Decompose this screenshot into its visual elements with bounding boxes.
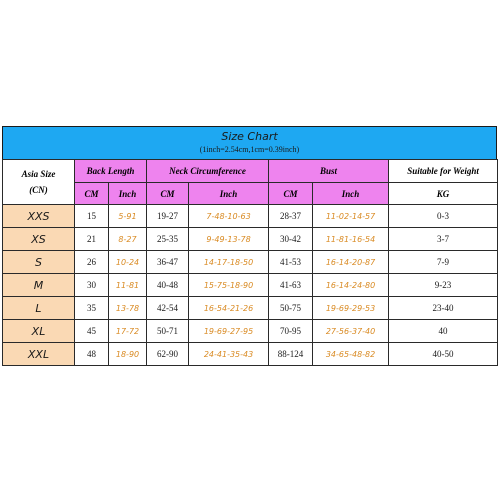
- kg-header: KG: [389, 183, 498, 205]
- bust-cm: 70-95: [269, 320, 313, 343]
- neck-cm: 62-90: [147, 343, 189, 366]
- back-length-inch: 11-81: [109, 274, 147, 297]
- table-row: [3, 297, 498, 320]
- back-length-cm: 30: [75, 274, 109, 297]
- back-length-cm: 21: [75, 228, 109, 251]
- neck-inch: 15-75-18-90: [189, 274, 269, 297]
- table-row: [3, 274, 498, 297]
- weight-header: Suitable for Weight: [389, 160, 498, 183]
- neck-cm: 40-48: [147, 274, 189, 297]
- size-label: XXL: [3, 343, 75, 366]
- neck-cm: 36-47: [147, 251, 189, 274]
- size-label: XL: [3, 320, 75, 343]
- bust-cm: 41-63: [269, 274, 313, 297]
- size-chart: [2, 126, 497, 366]
- weight-kg: 40: [389, 320, 498, 343]
- bust-inch: 11-02-14-57: [313, 205, 389, 228]
- weight-kg: 3-7: [389, 228, 498, 251]
- table-row: [3, 320, 498, 343]
- neck-cm: 50-71: [147, 320, 189, 343]
- weight-kg: 23-40: [389, 297, 498, 320]
- back-length-inch: 13-78: [109, 297, 147, 320]
- back-length-cm: 15: [75, 205, 109, 228]
- neck-inch-header: Inch: [189, 183, 269, 205]
- neck-cm: 25-35: [147, 228, 189, 251]
- back-length-inch: 10-24: [109, 251, 147, 274]
- size-table: [2, 159, 498, 366]
- neck-inch: 9-49-13-78: [189, 228, 269, 251]
- back-length-cm: 45: [75, 320, 109, 343]
- weight-kg: 7-9: [389, 251, 498, 274]
- table-row: [3, 343, 498, 366]
- bust-cm: 88-124: [269, 343, 313, 366]
- neck-inch: 7-48-10-63: [189, 205, 269, 228]
- bust-cm: 28-37: [269, 205, 313, 228]
- chart-title: Size Chart: [221, 130, 278, 143]
- back-length-cm: 35: [75, 297, 109, 320]
- table-row: [3, 228, 498, 251]
- bust-cm: 30-42: [269, 228, 313, 251]
- back-length-header: Back Length: [75, 160, 147, 183]
- back-inch-header: Inch: [109, 183, 147, 205]
- size-label: S: [3, 251, 75, 274]
- back-length-cm: 26: [75, 251, 109, 274]
- bust-inch: 16-14-20-87: [313, 251, 389, 274]
- size-label: L: [3, 297, 75, 320]
- weight-kg: 9-23: [389, 274, 498, 297]
- header-row-sub: [3, 183, 498, 205]
- neck-header: Neck Circumference: [147, 160, 269, 183]
- header-row-main: [3, 160, 498, 183]
- back-length-inch: 8-27: [109, 228, 147, 251]
- neck-inch: 16-54-21-26: [189, 297, 269, 320]
- asia-size-label: Asia Size: [21, 169, 56, 179]
- weight-kg: 40-50: [389, 343, 498, 366]
- bust-inch-header: Inch: [313, 183, 389, 205]
- size-label: XXS: [3, 205, 75, 228]
- bust-cm: 41-53: [269, 251, 313, 274]
- table-row: [3, 251, 498, 274]
- bust-header: Bust: [269, 160, 389, 183]
- cn-label: (CN): [29, 185, 48, 195]
- asia-size-header: [3, 160, 75, 205]
- table-row: [3, 205, 498, 228]
- back-cm-header: CM: [75, 183, 109, 205]
- back-length-inch: 17-72: [109, 320, 147, 343]
- chart-subtitle: (1inch=2.54cm,1cm=0.39inch): [199, 145, 300, 154]
- back-length-cm: 48: [75, 343, 109, 366]
- back-length-inch: 18-90: [109, 343, 147, 366]
- bust-inch: 16-14-24-80: [313, 274, 389, 297]
- neck-cm: 19-27: [147, 205, 189, 228]
- neck-inch: 14-17-18-50: [189, 251, 269, 274]
- weight-kg: 0-3: [389, 205, 498, 228]
- bust-inch: 19-69-29-53: [313, 297, 389, 320]
- size-label: M: [3, 274, 75, 297]
- bust-cm: 50-75: [269, 297, 313, 320]
- neck-inch: 24-41-35-43: [189, 343, 269, 366]
- title-bar: [2, 126, 497, 159]
- size-label: XS: [3, 228, 75, 251]
- neck-cm: 42-54: [147, 297, 189, 320]
- bust-inch: 27-56-37-40: [313, 320, 389, 343]
- bust-inch: 11-81-16-54: [313, 228, 389, 251]
- table-body: [3, 160, 498, 366]
- neck-cm-header: CM: [147, 183, 189, 205]
- bust-inch: 34-65-48-82: [313, 343, 389, 366]
- neck-inch: 19-69-27-95: [189, 320, 269, 343]
- bust-cm-header: CM: [269, 183, 313, 205]
- back-length-inch: 5-91: [109, 205, 147, 228]
